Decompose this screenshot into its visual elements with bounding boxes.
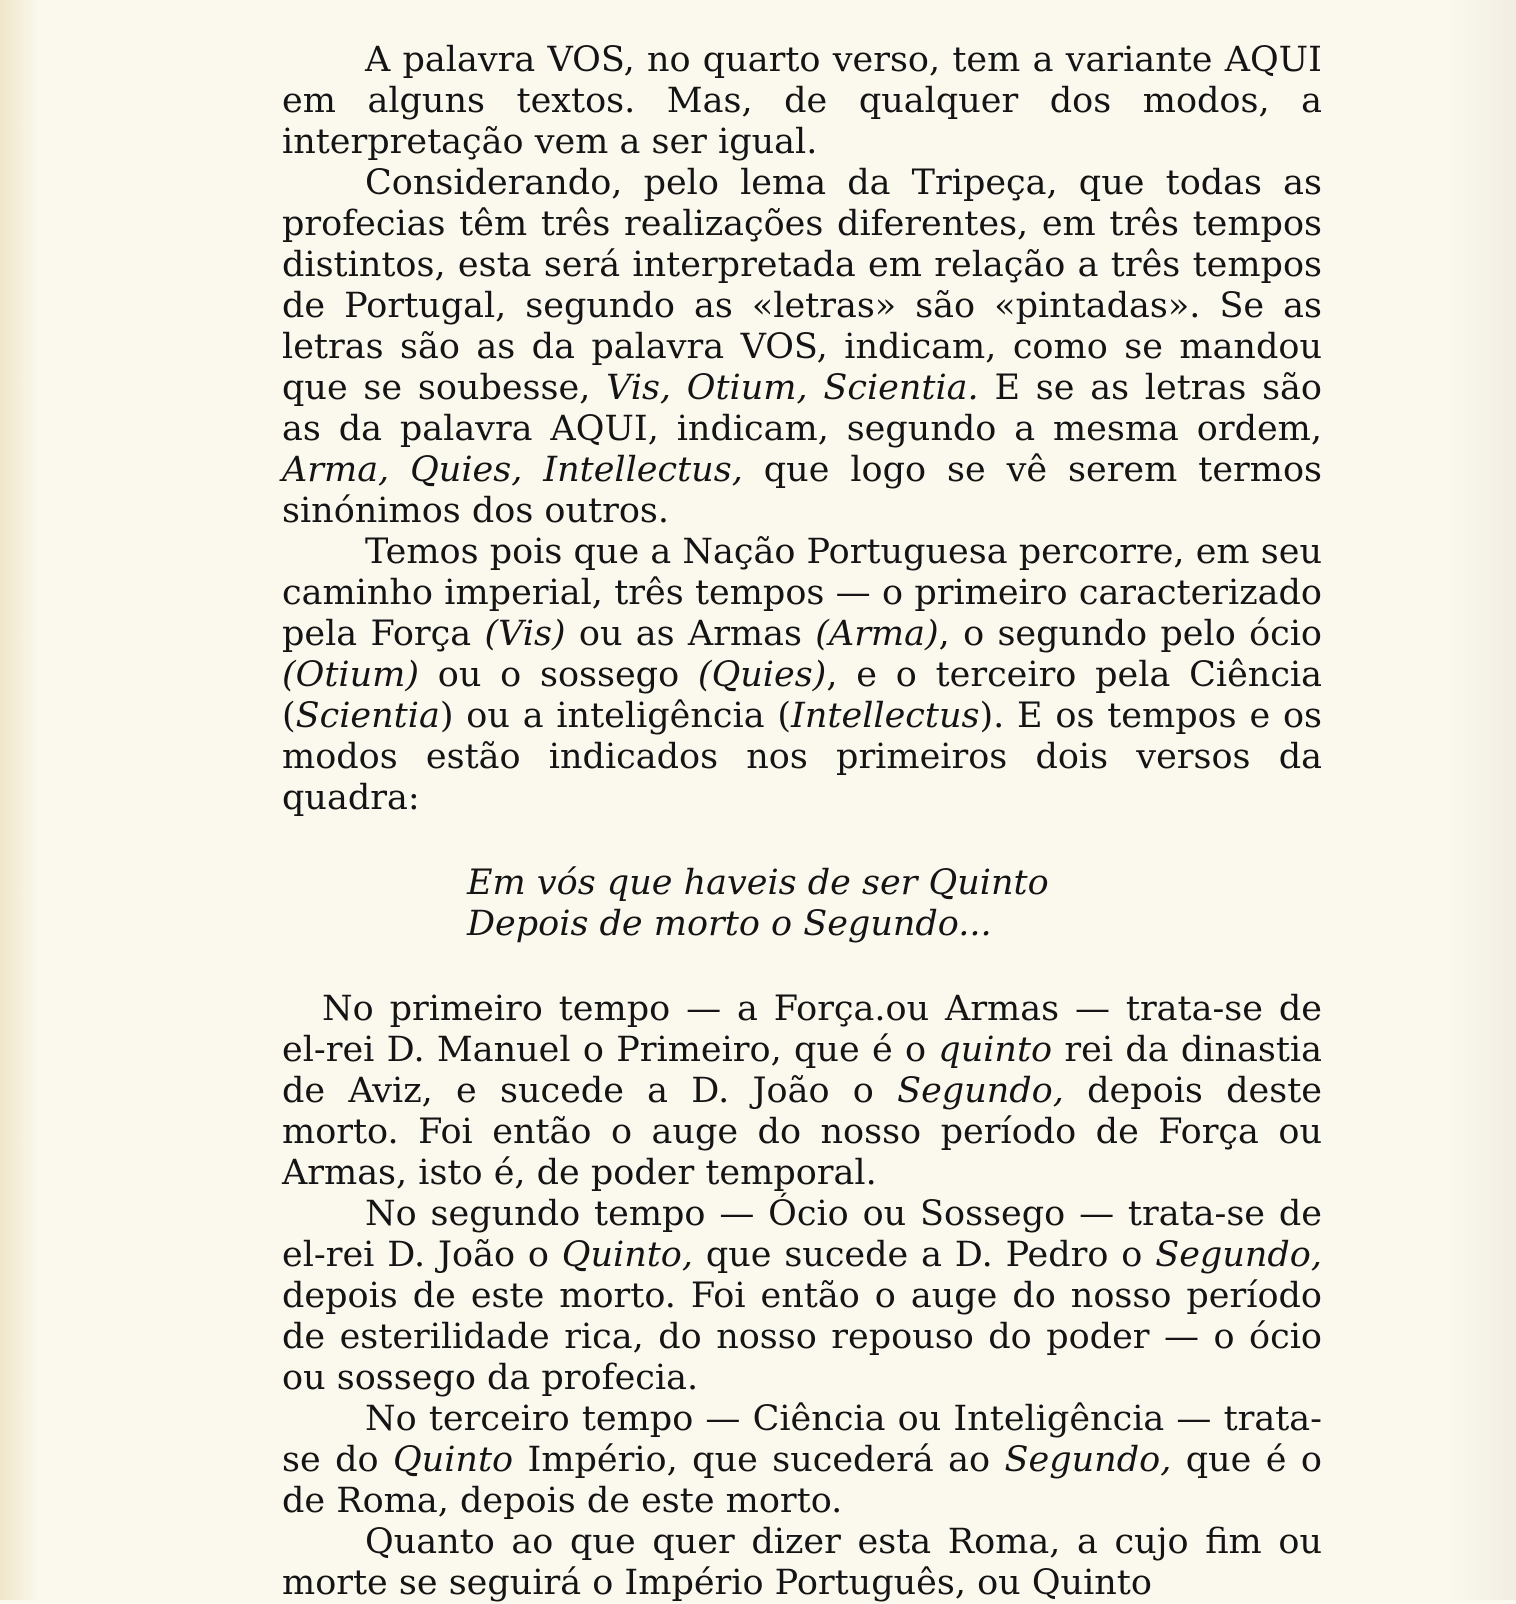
text-segment: Temos pois que a Nação Portuguesa percorre, em seu caminho imperial, três tempos — o primeiro caracterizado pela Força bbox=[282, 532, 1322, 654]
text-segment: A palavra VOS, no quarto verso, tem a variante AQUI em alguns textos. Mas, de qualquer dos modos, a interpretação vem a ser igual. bbox=[282, 40, 1322, 162]
italic-text-segment: Vis, Otium, Scientia. bbox=[606, 368, 979, 408]
verse-line-2: Depois de morto o Segundo... bbox=[467, 904, 992, 944]
italic-text-segment: Arma, Quies, Intellectus, bbox=[282, 450, 743, 490]
text-segment: depois de este morto. Foi então o auge do nosso período de esterilidade rica, do nosso repouso do poder — o ócio ou sossego da profecia. bbox=[282, 1276, 1322, 1398]
text-segment: que logo se vê serem termos sinónimos dos outros. bbox=[282, 450, 1322, 531]
page-edge-left bbox=[0, 0, 40, 1600]
paragraph-7 bbox=[282, 1522, 1322, 1604]
italic-text-segment: Segundo, bbox=[1155, 1235, 1322, 1275]
italic-text-segment: Segundo, bbox=[1004, 1440, 1172, 1480]
italic-text-segment: (Vis) bbox=[484, 614, 566, 654]
text-segment: ). E os tempos e os modos estão indicados nos primeiros dois versos da quadra: bbox=[282, 696, 1323, 818]
text-segment: ou o sossego bbox=[419, 655, 698, 695]
text-segment: No primeiro tempo — a Força.ou Armas — trata-se de el-rei D. Manuel o Primeiro, que é o bbox=[282, 989, 1322, 1070]
italic-text-segment: Scientia bbox=[295, 696, 440, 736]
text-segment: Considerando, pelo lema da Tripeça, que todas as profecias têm três realizações diferentes, em três tempos distintos, esta será interpretada em relação a três tempos de Portugal, segundo as «letras» são «pintadas». Se as letras são as da palavra VOS, indicam, como se mandou que se soubesse, bbox=[282, 163, 1322, 408]
text-segment: No segundo tempo — Ócio ou Sossego — trata-se de el-rei D. João o bbox=[282, 1194, 1322, 1275]
italic-text-segment: Segundo, bbox=[897, 1071, 1064, 1111]
verse-line-1: Em vós que haveis de ser Quinto bbox=[467, 863, 1049, 903]
text-segment: , e o terceiro pela Ciência ( bbox=[282, 655, 1322, 736]
text-segment: ) ou a inteligência ( bbox=[439, 696, 792, 736]
paragraph-3 bbox=[282, 532, 1322, 819]
paragraph-1 bbox=[282, 40, 1322, 163]
italic-text-segment: (Otium) bbox=[282, 655, 419, 695]
italic-text-segment: quinto bbox=[938, 1030, 1053, 1070]
italic-text-segment: Intellectus bbox=[791, 696, 980, 736]
italic-text-segment: Quinto bbox=[392, 1440, 514, 1480]
text-segment: No terceiro tempo — Ciência ou Inteligência — trata-se do bbox=[282, 1399, 1322, 1480]
quoted-verse bbox=[467, 863, 1322, 945]
page-text-column bbox=[282, 40, 1322, 1604]
italic-text-segment: (Quies) bbox=[697, 655, 827, 695]
text-segment: depois deste morto. Foi então o auge do nosso período de Força ou Armas, isto é, de poder temporal. bbox=[282, 1071, 1322, 1193]
text-segment: E se as letras são as da palavra AQUI, indicam, segundo a mesma ordem, bbox=[282, 368, 1322, 449]
paragraph-5 bbox=[282, 1194, 1322, 1399]
text-segment: que é o de Roma, depois de este morto. bbox=[282, 1440, 1323, 1521]
paragraph-6 bbox=[282, 1399, 1322, 1522]
paragraph-2 bbox=[282, 163, 1322, 532]
text-segment: ou as Armas bbox=[565, 614, 816, 654]
page-edge-right bbox=[1446, 0, 1516, 1600]
text-segment: que sucede a D. Pedro o bbox=[693, 1235, 1156, 1275]
italic-text-segment: Quinto, bbox=[561, 1235, 693, 1275]
text-segment: , o segundo pelo ócio bbox=[938, 614, 1323, 654]
text-segment: rei da dinastia de Aviz, e sucede a D. João o bbox=[282, 1030, 1322, 1111]
text-segment: Império, que sucederá ao bbox=[513, 1440, 1005, 1480]
text-segment: Quanto ao que quer dizer esta Roma, a cujo fim ou morte se seguirá o Império Português, ou Quinto bbox=[282, 1522, 1322, 1603]
paragraph-4 bbox=[282, 989, 1322, 1194]
italic-text-segment: (Arma) bbox=[815, 614, 939, 654]
